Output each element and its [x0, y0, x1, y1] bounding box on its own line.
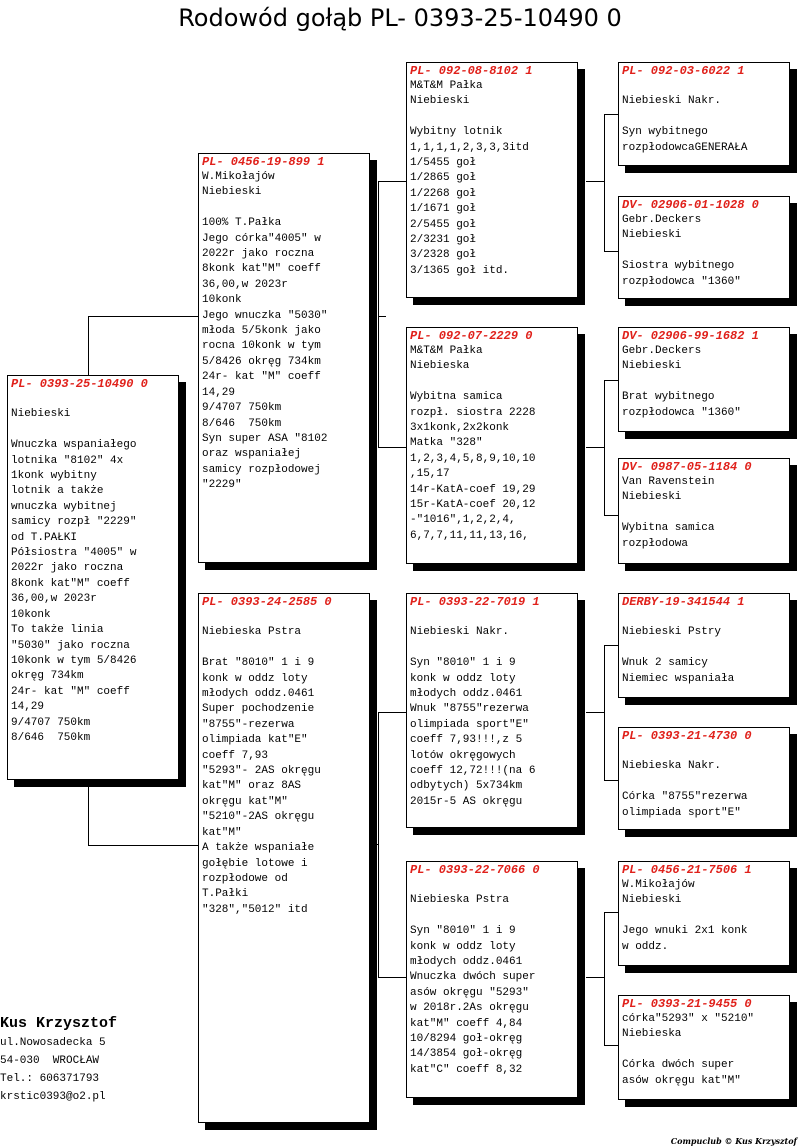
pigeon-card-ffm [618, 196, 790, 299]
pigeon-card-fff [618, 62, 790, 166]
owner-name: Kus Krzysztof [0, 1015, 118, 1032]
connector-mf-v [604, 645, 619, 781]
pigeon-description: córka"5293" x "5210" Niebieska Córka dwóch super asów okręgu kat"M" [622, 1013, 755, 1087]
pigeon-description: W.Mikołajów Niebieski Jego wnuki 2x1 konk w oddz. [622, 879, 748, 953]
pigeon-description: Gebr.Deckers Niebieski Brat wybitnego rozpłodowca "1360" [622, 345, 741, 419]
pigeon-description: Niebieska Nakr. Córka "8755"rezerwa olimpiada sport"E" [622, 760, 748, 819]
pigeon-card-mfm [618, 727, 790, 830]
pigeon-card-main [7, 375, 179, 780]
pigeon-description: Van Ravenstein Niebieski Wybitna samica rozpłodowa [622, 476, 715, 550]
pigeon-card-mmf [618, 861, 790, 966]
pigeon-description: Niebieski Pstry Wnuk 2 samicy Niemiec wspaniała [622, 626, 735, 685]
pigeon-card-father [198, 153, 370, 563]
pigeon-description: Niebieski Nakr. Syn wybitnego rozpłodowcaGENERAŁA [622, 95, 748, 154]
connector-ff-v [604, 114, 619, 252]
ring-number: PL- 0393-22-7066 0 [410, 863, 540, 877]
pigeon-card-mf [406, 593, 578, 828]
pigeon-description: M&T&M Pałka Niebieska Wybitna samica rozpł. siostra 2228 3x1konk,2x2konk Matka "328" 1,2,3,4,5,8,9,10,10 ,15,17 14r-KatA-coef 19,29 15r-KatA-coef 20,12 -"1016",1,2,2,4, 6,7,7,11,11,13,16, [410, 345, 536, 542]
pigeon-card-fm [406, 327, 578, 564]
connector-ff [586, 181, 604, 182]
connector-mother-h [370, 844, 378, 845]
owner-city: 54-030 WROCŁAW [0, 1055, 100, 1067]
owner-address: ul.Nowosadecka 5 [0, 1037, 106, 1049]
connector-father [378, 181, 407, 447]
ring-number: DV- 02906-01-1028 0 [622, 198, 759, 212]
connector-father-h [378, 316, 386, 317]
connector-mother [378, 712, 407, 977]
pigeon-card-ff [406, 62, 578, 298]
pigeon-description: Gebr.Deckers Niebieski Siostra wybitnego rozpłodowca "1360" [622, 214, 741, 288]
connector-father-bot [378, 447, 406, 448]
footer-credit: Compuclub © Kus Krzysztof [670, 1136, 797, 1146]
pigeon-card-fmm [618, 458, 790, 564]
ring-number: PL- 092-03-6022 1 [622, 64, 745, 78]
pigeon-description: W.Mikołajów Niebieski 100% T.Pałka Jego córka"4005" w 2022r jako roczna 8konk kat"M" coeff 36,00,w 2023r 10konk Jego wnuczka "5030" młoda 5/5konk jako rocna 10konk w tym 5/8426 okręg 734km 24r- kat "M" coeff 14,29 9/4707 750km 8/646 750km Syn super ASA "8102 oraz wspaniałej samicy rozpłodowej "2229" [202, 171, 328, 492]
pigeon-description: M&T&M Pałka Niebieski Wybitny lotnik 1,1,1,1,2,3,3,3itd 1/5455 goł 1/2865 goł 1/2268 goł 1/1671 goł 2/5455 goł 2/3231 goł 3/2328 goł 3/1365 goł itd. [410, 80, 529, 277]
pigeon-description: Niebieski Wnuczka wspaniałego lotnika "8102" 4x 1konk wybitny lotnik a także wnuczka wybitnej samicy rozpł "2229" od T.PAŁKI Półsiostra "4005" w 2022r jako roczna 8konk kat"M" coeff 36,00,w 2023r 10konk To także linia "5030" jako roczna 10konk w tym 5/8426 okręg 734km 24r- kat "M" coeff 14,29 9/4707 750km 8/646 750km [11, 408, 137, 744]
ring-number: PL- 0393-22-7019 1 [410, 595, 540, 609]
ring-number: PL- 092-07-2229 0 [410, 329, 533, 343]
ring-number: PL- 0393-21-4730 0 [622, 729, 752, 743]
ring-number: PL- 0393-21-9455 0 [622, 997, 752, 1011]
ring-number: PL- 0393-24-2585 0 [202, 595, 332, 609]
pigeon-description: Niebieski Nakr. Syn "8010" 1 i 9 konk w oddz loty młodych oddz.0461 Wnuk "8755"rezerwa olimpiada sport"E" coeff 7,93!!!,z 5 lotów okręgowych coeff 12,72!!!(na 6 odbytych) 5x734km 2015r-5 AS okręgu [410, 626, 536, 808]
ring-number: PL- 0456-19-899 1 [202, 155, 325, 169]
owner-email: krstic0393@o2.pl [0, 1091, 106, 1103]
connector-mm [586, 977, 604, 978]
ring-number: PL- 092-08-8102 1 [410, 64, 533, 78]
page-title: Rodowód gołąb PL- 0393-25-10490 0 [178, 4, 622, 32]
pigeon-card-mother [198, 593, 370, 1123]
pigeon-card-mmm [618, 995, 790, 1100]
owner-info [0, 1014, 117, 1106]
connector-mf [586, 712, 604, 713]
ring-number: DERBY-19-341544 1 [622, 595, 745, 609]
connector-father-top [378, 181, 406, 182]
pigeon-card-fmf [618, 327, 790, 432]
pigeon-description: Niebieska Pstra Syn "8010" 1 i 9 konk w oddz loty młodych oddz.0461 Wnuczka dwóch super asów okręgu "5293" w 2018r.2As okręgu kat"M" coeff 4,84 10/8294 goł-okręg 14/3854 goł-okręg kat"C" coeff 8,32 [410, 894, 536, 1076]
connector-mm-v [604, 912, 619, 1046]
owner-phone: Tel.: 606371793 [0, 1073, 100, 1085]
connector-fm-v [604, 380, 619, 516]
ring-number: PL- 0393-25-10490 0 [11, 377, 148, 391]
ring-number: DV- 0987-05-1184 0 [622, 460, 752, 474]
connector-mother-bot [378, 977, 406, 978]
pigeon-card-mm [406, 861, 578, 1098]
ring-number: PL- 0456-21-7506 1 [622, 863, 752, 877]
connector-fm [586, 447, 604, 448]
pigeon-card-mff [618, 593, 790, 698]
ring-number: DV- 02906-99-1682 1 [622, 329, 759, 343]
connector-mother-top [378, 712, 406, 713]
pigeon-description: Niebieska Pstra Brat "8010" 1 i 9 konk w oddz loty młodych oddz.0461 Super pochodzenie "8755"-rezerwa olimpiada kat"E" coeff 7,93 "5293"- 2AS okręgu kat"M" oraz 8AS okręgu kat"M" "5210"-2AS okręgu kat"M" A także wspaniałe gołębie lotowe i rozpłodowe od T.Pałki "328","5012" itd [202, 626, 321, 916]
